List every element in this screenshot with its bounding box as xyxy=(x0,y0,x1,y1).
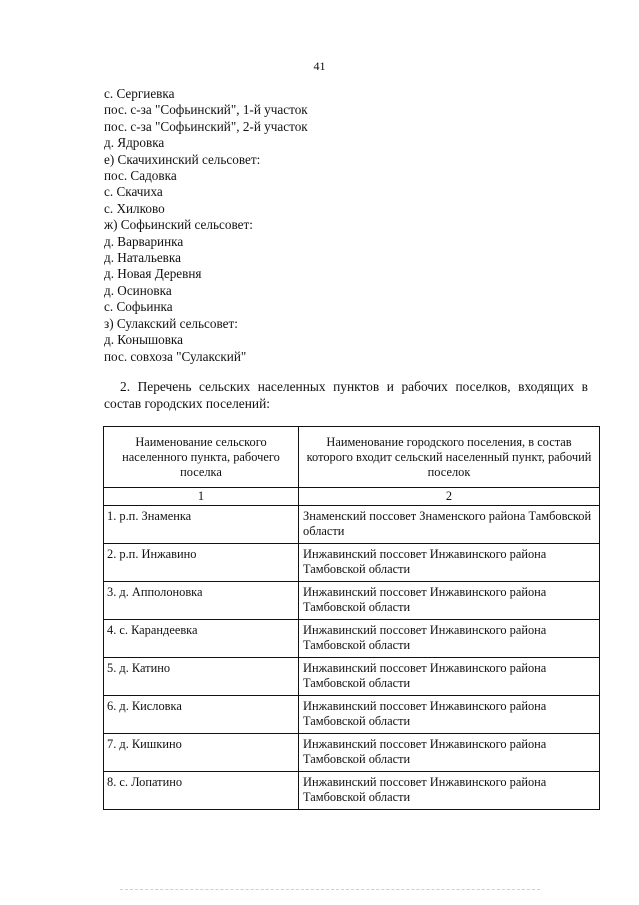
settlement-cell: 1. р.п. Знаменка xyxy=(104,506,299,544)
list-item: пос. совхоза "Сулакский" xyxy=(104,348,247,364)
list-item: с. Софьинка xyxy=(104,299,173,315)
section-heading: 2. Перечень сельских населенных пунктов и рабочих поселков, входящих в состав городских поселений: xyxy=(104,379,588,411)
table-row xyxy=(104,658,600,696)
list-item: д. Новая Деревня xyxy=(104,266,202,282)
settlement-cell: 3. д. Апполоновка xyxy=(104,582,299,620)
list-item: с. Сергиевка xyxy=(104,86,175,101)
list-item: е) Скачихинский сельсовет: xyxy=(104,151,261,167)
urban-settlement-cell: Инжавинский поссовет Инжавинского района Тамбовской области xyxy=(299,734,600,772)
table-row xyxy=(104,582,600,620)
list-item: д. Натальевка xyxy=(104,250,181,266)
list-item: з) Сулакский сельсовет: xyxy=(104,315,238,331)
column-number: 1 xyxy=(104,488,299,506)
settlement-list xyxy=(104,86,308,365)
list-item: д. Конышовка xyxy=(104,332,183,348)
table-header-row xyxy=(104,427,600,488)
page-bottom-divider xyxy=(120,889,540,890)
urban-settlement-cell: Инжавинский поссовет Инжавинского района Тамбовской области xyxy=(299,544,600,582)
settlement-cell: 4. с. Карандеевка xyxy=(104,620,299,658)
list-item: ж) Софьинский сельсовет: xyxy=(104,217,253,233)
list-item: с. Скачиха xyxy=(104,184,163,200)
settlements-table xyxy=(103,426,600,810)
urban-settlement-cell: Инжавинский поссовет Инжавинского района Тамбовской области xyxy=(299,620,600,658)
settlement-cell: 8. с. Лопатино xyxy=(104,772,299,810)
column-number-row xyxy=(104,488,600,506)
list-item: с. Хилково xyxy=(104,200,165,216)
list-item: д. Ядровка xyxy=(104,135,165,151)
table-row xyxy=(104,544,600,582)
table-row xyxy=(104,696,600,734)
settlement-cell: 5. д. Катино xyxy=(104,658,299,696)
column-header-urban-settlement: Наименование городского поселения, в состав которого входит сельский населенный пункт, рабочий поселок xyxy=(299,427,600,488)
urban-settlement-cell: Инжавинский поссовет Инжавинского района Тамбовской области xyxy=(299,582,600,620)
page-number: 41 xyxy=(313,59,326,73)
urban-settlement-cell: Инжавинский поссовет Инжавинского района Тамбовской области xyxy=(299,696,600,734)
settlement-cell: 6. д. Кисловка xyxy=(104,696,299,734)
urban-settlement-cell: Знаменский поссовет Знаменского района Тамбовской области xyxy=(299,506,600,544)
settlement-cell: 7. д. Кишкино xyxy=(104,734,299,772)
list-item: пос. с-за "Софьинский", 2-й участок xyxy=(104,118,308,134)
settlement-cell: 2. р.п. Инжавино xyxy=(104,544,299,582)
list-item: пос. с-за "Софьинский", 1-й участок xyxy=(104,102,308,118)
table-row xyxy=(104,772,600,810)
urban-settlement-cell: Инжавинский поссовет Инжавинского района Тамбовской области xyxy=(299,772,600,810)
list-item: д. Варваринка xyxy=(104,233,184,249)
list-item: пос. Садовка xyxy=(104,168,177,184)
table-row xyxy=(104,506,600,544)
table-row xyxy=(104,734,600,772)
column-header-settlement: Наименование сельского населенного пункта, рабочего поселка xyxy=(104,427,299,488)
table-row xyxy=(104,620,600,658)
column-number: 2 xyxy=(299,488,600,506)
urban-settlement-cell: Инжавинский поссовет Инжавинского района Тамбовской области xyxy=(299,658,600,696)
list-item: д. Осиновка xyxy=(104,282,172,298)
